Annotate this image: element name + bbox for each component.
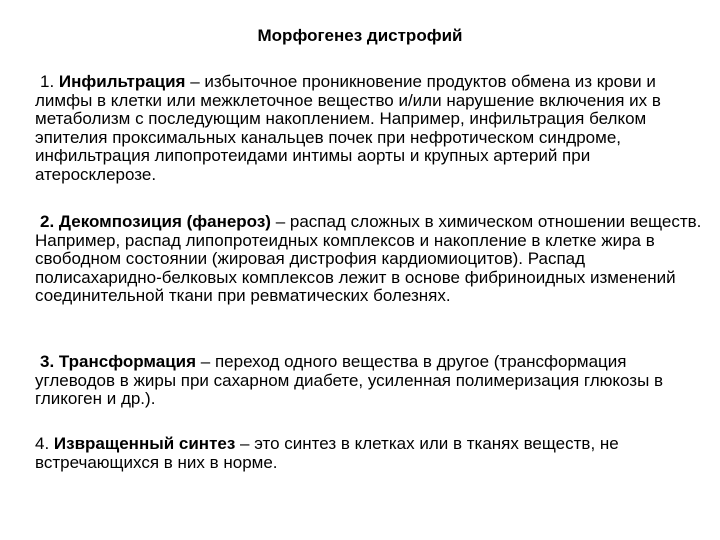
definition-text: – переход одного вещества в другое (трансформация углеводов в жиры при сахарном диабете, усиленная полимеризация глюкозы в гликоген и др.). (35, 352, 664, 409)
definition-text: – распад сложных в химическом отношении веществ. Например, распад липопротеидных комплексов и накопление в клетке жира в свободном состоянии (жировая дистрофия кардиомиоцитов). Распад полисахаридно-белковых комплексов лежит в основе фибриноидных изменений соединительной ткани при ревматических болезнях. (35, 212, 702, 306)
item-number: 4. (35, 434, 50, 453)
term-perverted-synthesis: Извращенный синтез (53, 434, 236, 453)
item-number: 1. (40, 72, 55, 91)
page-title: Морфогенез дистрофий (257, 26, 463, 45)
definition-text: – это синтез в клетках или в тканях веществ, не встречающихся в них в норме. (35, 434, 619, 472)
paragraph-infiltration (35, 73, 705, 185)
paragraph-transformation (35, 353, 705, 409)
term-infiltration: Инфильтрация (58, 72, 186, 91)
term-decomposition: Декомпозиция (фанероз) (58, 212, 271, 231)
paragraph-decomposition (35, 213, 705, 306)
item-number: 2. (40, 212, 55, 231)
term-transformation: Трансформация (58, 352, 197, 371)
definition-text: – избыточное проникновение продуктов обмена из крови и лимфы в клетки или межклеточное вещество и/или нарушение включения их в метаболизм с последующим накоплением. Например, инфильтрация белком эпителия проксимальных канальцев почек при нефротическом синдроме, инфильтрация липопротеидами интимы аорты и крупных артерий при атеросклерозе. (35, 72, 661, 184)
paragraph-perverted-synthesis (35, 435, 705, 472)
item-number: 3. (40, 352, 55, 371)
